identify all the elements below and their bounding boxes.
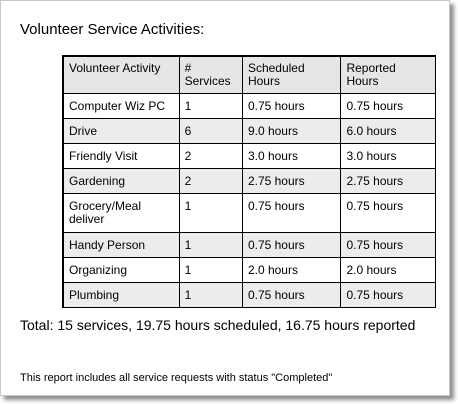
table-header-row bbox=[64, 57, 435, 94]
reported-hours-cell: 2.0 hours bbox=[341, 258, 435, 283]
services-cell: 6 bbox=[180, 119, 243, 144]
header-volunteer-activity: Volunteer Activity bbox=[64, 57, 180, 94]
activity-cell: Friendly Visit bbox=[64, 144, 180, 169]
services-cell: 2 bbox=[180, 144, 243, 169]
report-title: Volunteer Service Activities: bbox=[20, 21, 205, 38]
services-cell: 1 bbox=[180, 94, 243, 119]
services-cell: 1 bbox=[180, 194, 243, 233]
table-row bbox=[64, 169, 435, 194]
services-cell: 1 bbox=[180, 233, 243, 258]
activity-cell: Grocery/Meal deliver bbox=[64, 194, 180, 233]
table-row bbox=[64, 144, 435, 169]
reported-hours-cell: 0.75 hours bbox=[341, 283, 435, 307]
activity-cell: Handy Person bbox=[64, 233, 180, 258]
activity-cell: Gardening bbox=[64, 169, 180, 194]
services-cell: 2 bbox=[180, 169, 243, 194]
scheduled-hours-cell: 9.0 hours bbox=[243, 119, 342, 144]
services-cell: 1 bbox=[180, 258, 243, 283]
table-row bbox=[64, 258, 435, 283]
activities-table bbox=[62, 55, 436, 308]
activity-cell: Organizing bbox=[64, 258, 180, 283]
scheduled-hours-cell: 2.75 hours bbox=[243, 169, 342, 194]
services-cell: 1 bbox=[180, 283, 243, 307]
header-services: # Services bbox=[180, 57, 243, 94]
report-note: This report includes all service requests with status "Completed" bbox=[20, 372, 333, 384]
reported-hours-cell: 0.75 hours bbox=[341, 194, 435, 233]
reported-hours-cell: 0.75 hours bbox=[341, 233, 435, 258]
table-row bbox=[64, 283, 435, 307]
activity-cell: Drive bbox=[64, 119, 180, 144]
table-row bbox=[64, 119, 435, 144]
report-total: Total: 15 services, 19.75 hours scheduled, 16.75 hours reported bbox=[20, 317, 416, 333]
table-row bbox=[64, 233, 435, 258]
reported-hours-cell: 0.75 hours bbox=[341, 94, 435, 119]
scheduled-hours-cell: 3.0 hours bbox=[243, 144, 342, 169]
activity-cell: Plumbing bbox=[64, 283, 180, 307]
reported-hours-cell: 2.75 hours bbox=[341, 169, 435, 194]
scheduled-hours-cell: 0.75 hours bbox=[243, 283, 342, 307]
reported-hours-cell: 6.0 hours bbox=[341, 119, 435, 144]
header-reported-hours: Reported Hours bbox=[341, 57, 435, 94]
table-row bbox=[64, 94, 435, 119]
header-scheduled-hours: Scheduled Hours bbox=[243, 57, 342, 94]
scheduled-hours-cell: 0.75 hours bbox=[243, 94, 342, 119]
reported-hours-cell: 3.0 hours bbox=[341, 144, 435, 169]
activity-cell: Computer Wiz PC bbox=[64, 94, 180, 119]
scheduled-hours-cell: 2.0 hours bbox=[243, 258, 342, 283]
table-row bbox=[64, 194, 435, 233]
scheduled-hours-cell: 0.75 hours bbox=[243, 194, 342, 233]
scheduled-hours-cell: 0.75 hours bbox=[243, 233, 342, 258]
